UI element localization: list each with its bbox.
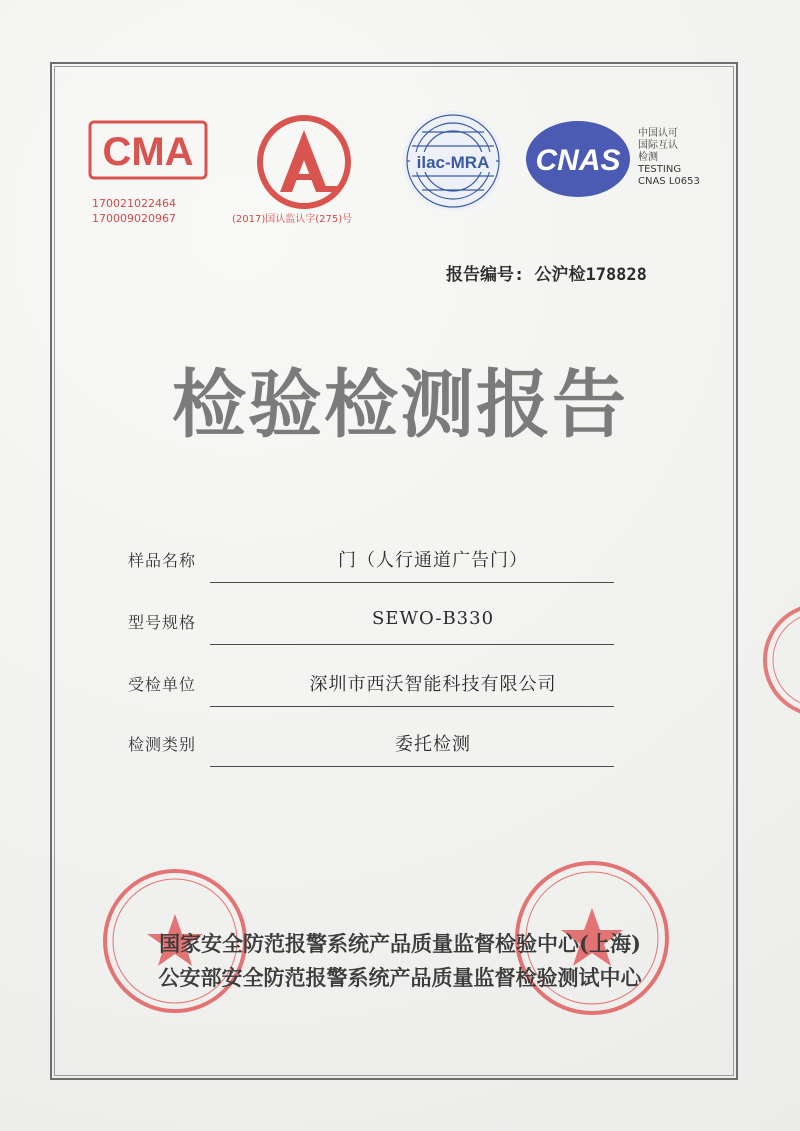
cnas-line-2: 国际互认 — [638, 140, 678, 151]
cnas-mark: CNAS — [535, 144, 621, 177]
cal-mark: CAL — [302, 210, 306, 211]
cnas-line-5: CNAS L0653 — [638, 176, 700, 187]
cma-code-2: 170009020967 — [92, 212, 176, 225]
cnas-line-1: 中国认可 — [638, 128, 678, 139]
seam-seal-edge — [760, 600, 800, 720]
issuer-line-1: 国家安全防范报警系统产品质量监督检验中心(上海) — [159, 931, 641, 956]
field-underline — [210, 644, 614, 645]
field-value: 委托检测 — [395, 734, 471, 755]
field-label: 样品名称 — [128, 551, 197, 570]
cnas-line-3: 检测 — [638, 152, 658, 163]
field-label: 检测类别 — [128, 735, 197, 754]
cal-logo — [252, 112, 356, 212]
field-label: 型号规格 — [128, 613, 197, 632]
report-number: 报告编号: 公沪检178828 — [446, 265, 647, 285]
field-inspected-unit — [128, 672, 628, 712]
issuer-line-2: 公安部安全防范报警系统产品质量监督检验测试中心 — [158, 965, 642, 990]
field-test-category — [128, 732, 628, 772]
cnas-logo — [522, 118, 634, 200]
field-label: 受检单位 — [128, 675, 197, 694]
report-title: 检验检测报告 — [172, 362, 628, 448]
field-underline — [210, 706, 614, 707]
field-underline — [210, 582, 614, 583]
field-underline — [210, 766, 614, 767]
ilac-mark: ilac-MRA — [416, 153, 490, 172]
field-value: SEWO-B330 — [371, 608, 495, 629]
cnas-accreditation-text — [638, 128, 718, 188]
field-value: 门（人行通道广告门） — [338, 550, 528, 571]
field-sample-name — [128, 548, 628, 588]
cal-caption: (2017)国认监认字(275)号 — [232, 214, 353, 225]
cma-logo — [88, 118, 208, 182]
cma-codes — [92, 196, 212, 226]
cma-mark: CMA — [102, 130, 194, 174]
field-value: 深圳市西沃智能科技有限公司 — [309, 674, 557, 695]
cma-code-1: 170021022464 — [92, 197, 176, 210]
cnas-line-4: TESTING — [638, 164, 682, 175]
ilac-mra-logo — [400, 108, 506, 214]
field-model-spec — [128, 610, 628, 650]
